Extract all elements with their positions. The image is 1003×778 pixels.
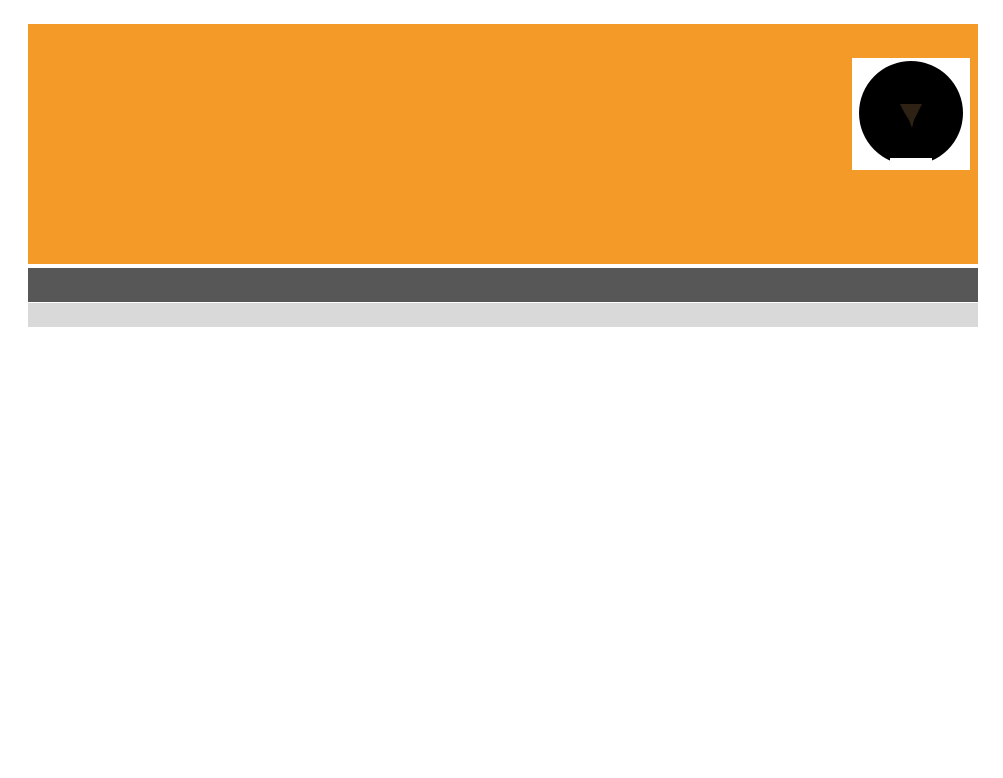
weekday-header-row (28, 303, 978, 327)
school-seal-logo (852, 58, 970, 170)
calendar-header (28, 24, 978, 264)
header-band (28, 268, 978, 302)
school-seal-icon (852, 58, 970, 170)
school-title-row (36, 122, 42, 196)
calendar-grid (28, 328, 978, 740)
